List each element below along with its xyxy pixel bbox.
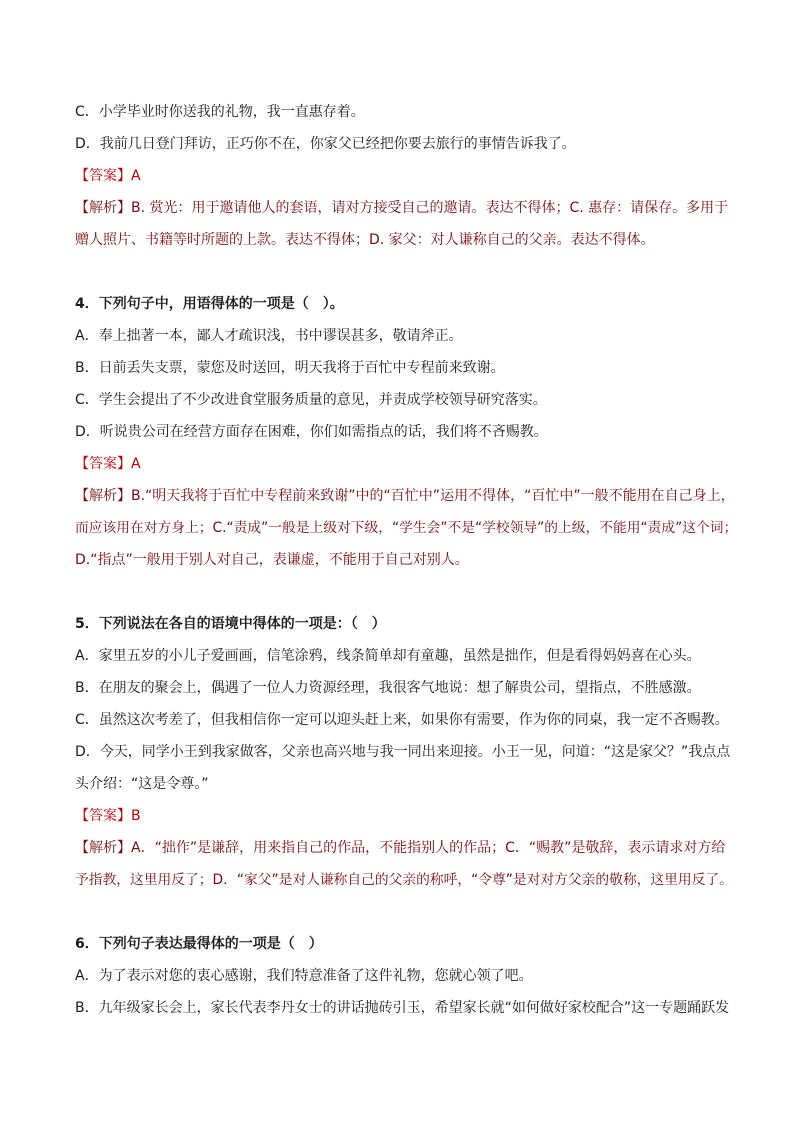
q4-explanation-line: D.“指点”一般用于别人对自己，表谦虚，不能用于自己对别人。	[75, 552, 469, 568]
q4-option-d: D．听说贵公司在经营方面存在困难，你们如需指点的话，我们将不吝赐教。	[75, 424, 548, 440]
q5-option-b: B．在朋友的聚会上，偶遇了一位人力资源经理，我很客气地说：想了解贵公司，望指点，不胜感激。	[75, 680, 701, 696]
q5-option-d: D．今天，同学小王到我家做客，父亲也高兴地与我一同出来迎接。小王一见，问道：“这是家父？”我点点	[75, 744, 731, 760]
q4-explanation-line: 【解析】B.“明天我将于百忙中专程前来致谢”中的“百忙中”运用不得体，“百忙中”一般不能用在自己身上，	[75, 488, 735, 504]
question-4: 4．下列句子中，用语得体的一项是（ ）。	[75, 296, 344, 312]
q5-answer: 【答案】B	[75, 808, 141, 824]
q5-option-c: C．虽然这次考差了，但我相信你一定可以迎头赶上来，如果你有需要，作为你的同桌，我一定不吝赐教。	[75, 712, 729, 728]
option-d: D．我前几日登门拜访，正巧你不在，你家父已经把你要去旅行的事情告诉我了。	[75, 136, 576, 152]
option-c: C．小学毕业时你送我的礼物，我一直惠存着。	[75, 104, 365, 120]
q5-explanation-line: 予指教，这里用反了；D．“家父”是对人谦称自己的父亲的称呼，“令尊”是对对方父亲的敬称，这里用反了。	[75, 872, 733, 888]
q5-explanation-line: 【解析】A．“拙作”是谦辞，用来指自己的作品，不能指别人的作品；C．“赐教”是敬辞，表示请求对方给	[75, 840, 726, 856]
question-6: 6．下列句子表达最得体的一项是（ ）	[75, 936, 323, 952]
q5-option-a: A．家里五岁的小儿子爱画画，信笔涂鸦，线条简单却有童趣，虽然是拙作，但是看得妈妈喜在心头。	[75, 648, 701, 664]
q4-option-b: B．日前丢失支票，蒙您及时送回，明天我将于百忙中专程前来致谢。	[75, 360, 505, 376]
q4-option-c: C．学生会提出了不少改进食堂服务质量的意见，并责成学校领导研究落实。	[75, 392, 547, 408]
q4-answer: 【答案】A	[75, 456, 141, 472]
answer: 【答案】A	[75, 168, 141, 184]
explanation-line: 赠人照片、书籍等时所题的上款。表达不得体；D. 家父：对人谦称自己的父亲。表达不得体。	[75, 232, 655, 248]
q4-explanation-line: 而应该用在对方身上；C.“责成”一般是上级对下级，“学生会”不是“学校领导”的上级，不能用“责成”这个词；	[75, 520, 738, 536]
question-5: 5．下列说法在各自的语境中得体的一项是：（ ）	[75, 616, 386, 632]
q6-option-a: A．为了表示对您的衷心感谢，我们特意准备了这件礼物，您就心领了吧。	[75, 968, 533, 984]
q5-option-d-cont: 头介绍：“这是令尊。”	[75, 776, 209, 792]
explanation-line: 【解析】B. 赏光：用于邀请他人的套语，请对方接受自己的邀请。表达不得体；C. 惠存：请保存。多用于	[75, 200, 729, 216]
q6-option-b: B．九年级家长会上，家长代表李丹女士的讲话抛砖引玉，希望家长就“如何做好家校配合”这一专题踊跃发	[75, 1000, 730, 1016]
q4-option-a: A．奉上拙著一本，鄙人才疏识浅，书中谬误甚多，敬请斧正。	[75, 328, 463, 344]
